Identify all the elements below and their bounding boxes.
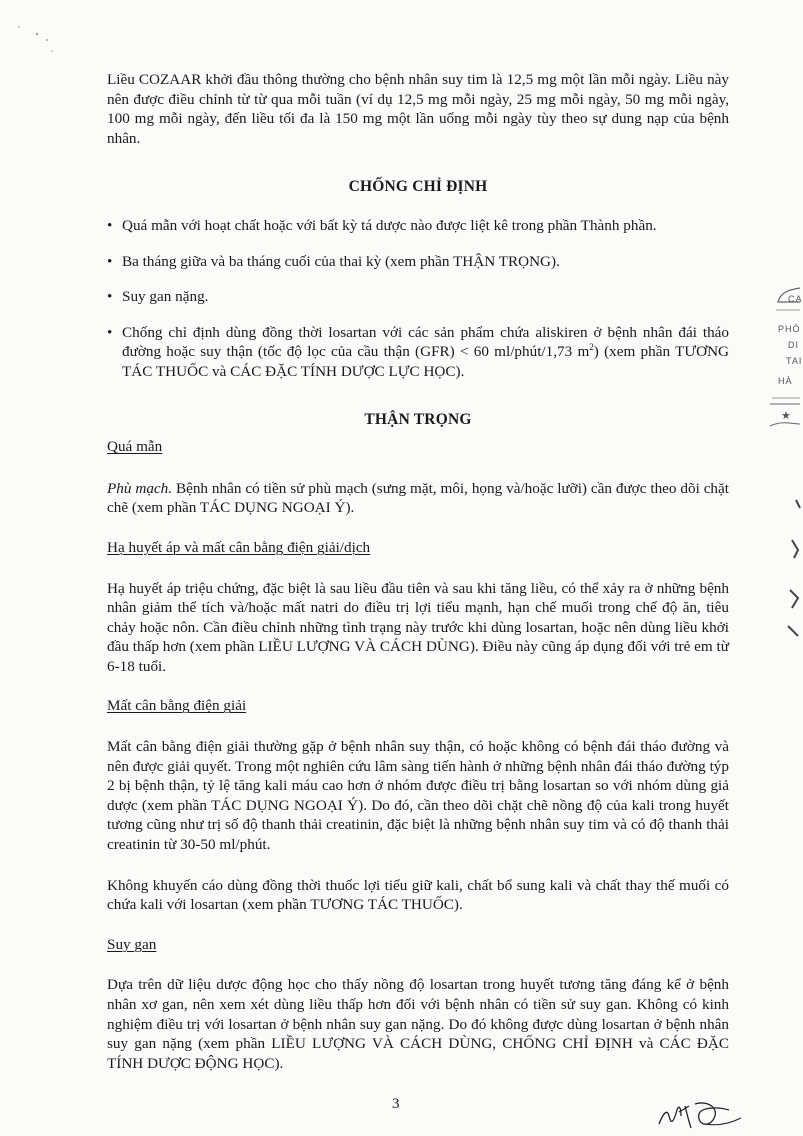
liver-paragraph: Dựa trên dữ liệu dược động học cho thấy nồng độ losartan trong huyết tương tăng đáng kể ở bệnh nhân xơ gan, nên xem xét dùng liều thấp hơn đối với bệnh nhân có tiền sử suy gan. Không có kinh nghiệm điều trị với losartan ở bệnh nhân suy gan nặng. Do đó không được dùng losartan ở bệnh nhân suy gan nặng (xem phần LIỀU LƯỢNG VÀ CÁCH DÙNG, CHỐNG CHỈ ĐỊNH và CÁC ĐẶC TÍNH DƯỢC ĐỘNG HỌC). xyxy=(107,976,729,1072)
page-content xyxy=(107,70,729,1073)
subheading-text: Mất cân bằng điện giải xyxy=(107,697,247,715)
dosage-paragraph: Liều COZAAR khởi đầu thông thường cho bệnh nhân suy tim là 12,5 mg một lần mỗi ngày. Liều này nên được điều chỉnh từ từ qua mỗi tuần (ví dụ 12,5 mg mỗi ngày, 25 mg mỗi ngày, 50 mg mỗi ngày, 100 mg mỗi ngày, đến liều tối đa là 150 mg một lần uống mỗi ngày tùy theo sự dung nạp của bệnh nhân. xyxy=(107,71,729,147)
stamp-text: HÀ xyxy=(778,376,793,386)
page-number: 3 xyxy=(392,1096,400,1112)
stamp-edge-marks xyxy=(786,480,800,640)
stamp-text: DI xyxy=(788,340,799,350)
stamp-text: CA xyxy=(788,294,803,304)
contraindications-list xyxy=(107,216,729,382)
angioedema-text: Bệnh nhân có tiền sử phù mạch (sưng mặt, môi, họng và/hoặc lưỡi) cần được theo dõi chặt chẽ (xem phần TÁC DỤNG NGOẠI Ý). xyxy=(107,479,729,517)
stamp-text: PHÒ xyxy=(778,324,801,334)
aliskiren-text: Chống chỉ định dùng đồng thời losartan với các sản phẩm chứa aliskiren ở bệnh nhân đái tháo đường hoặc suy thận (tốc độ lọc của cầu thận (GFR) < 60 ml/phút/1,73 m xyxy=(122,323,729,361)
potassium-paragraph: Không khuyến cáo dùng đồng thời thuốc lợi tiểu giữ kali, chất bổ sung kali và chất thay thế muối có chứa kali với losartan (xem phần TƯƠNG TÁC THUỐC). xyxy=(107,876,729,914)
liver-subheading xyxy=(107,935,729,955)
hypotension-paragraph: Hạ huyết áp triệu chứng, đặc biệt là sau liều đầu tiên và sau khi tăng liều, có thể xảy ra ở những bệnh nhân giảm thể tích và/hoặc mất natri do điều trị lợi tiểu mạnh, hạn chế muối trong chế độ ăn, tiêu chảy hoặc nôn. Cần điều chỉnh những tình trạng này trước khi dùng losartan, hoặc nên dùng liều khởi đầu thấp hơn (xem phần LIỀU LƯỢNG VÀ CÁCH DÙNG). Điều này cũng áp dụng đối với trẻ em từ 6-18 tuổi. xyxy=(107,579,729,675)
stamp-fragment xyxy=(764,280,803,430)
angioedema-paragraph xyxy=(107,479,729,518)
angioedema-term: Phù mạch. xyxy=(107,479,173,497)
list-item: • Ba tháng giữa và ba tháng cuối của thai kỳ (xem phần THẬN TRỌNG). xyxy=(107,252,729,272)
electrolyte-subheading xyxy=(107,696,729,716)
list-item xyxy=(107,323,729,382)
electrolyte-paragraph: Mất cân bằng điện giải thường gặp ở bệnh nhân suy thận, có hoặc không có bệnh đái tháo đường và nên được giải quyết. Trong một nghiên cứu lâm sàng tiến hành ở những bệnh nhân đái tháo đường týp 2 bị bệnh thận, tỷ lệ tăng kali máu cao hơn ở nhóm được điều trị bằng losartan so với nhóm dùng giả dược (xem phần TÁC DỤNG NGOẠI Ý). Do đó, cần theo dõi chặt chẽ nồng độ của kali trong huyết tương cũng như trị số độ thanh thải creatinin, đặc biệt là những bệnh nhân suy tim và có độ thanh thải creatinin từ 30-50 ml/phút. xyxy=(107,738,729,854)
hypotension-subheading xyxy=(107,538,729,558)
contraindications-heading: CHỐNG CHỈ ĐỊNH xyxy=(348,178,488,196)
handwritten-initials xyxy=(655,1094,745,1134)
hypersensitivity-subheading xyxy=(107,437,729,457)
star-icon: ★ xyxy=(781,410,792,422)
precautions-heading: THẬN TRỌNG xyxy=(364,410,472,428)
subheading-text: Quá mẫn xyxy=(107,438,163,456)
subheading-text: Hạ huyết áp và mất cân bằng điện giải/dịch xyxy=(107,538,371,556)
stamp-text: TAI xyxy=(786,356,803,366)
list-item: • Quá mẫn với hoạt chất hoặc với bất kỳ tá dược nào được liệt kê trong phần Thành phần. xyxy=(107,216,729,236)
list-item: • Suy gan nặng. xyxy=(107,287,729,307)
aliskiren-text-end: ) (xem phần TƯƠNG TÁC THUỐC và CÁC ĐẶC TÍNH DƯỢC LỰC HỌC). xyxy=(122,343,730,380)
subheading-text: Suy gan xyxy=(107,935,157,953)
superscript: 2 xyxy=(589,342,594,353)
